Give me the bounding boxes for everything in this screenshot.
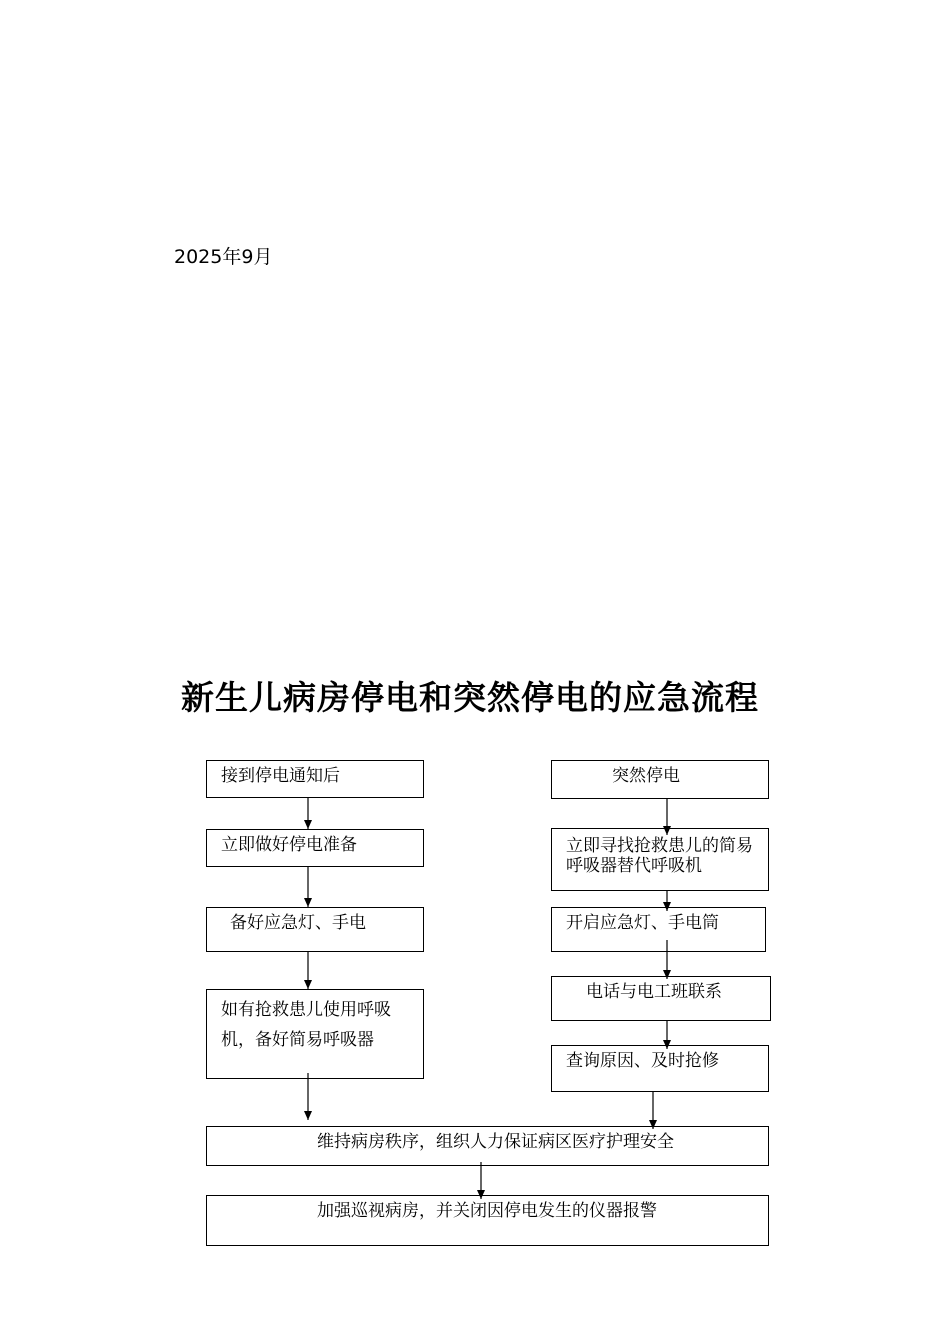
step-label: 立即寻找抢救患儿的简易呼吸器替代呼吸机 bbox=[566, 836, 753, 876]
step-label: 备好应急灯、手电 bbox=[230, 913, 366, 933]
step-label: 接到停电通知后 bbox=[221, 766, 340, 786]
page-title: 新生儿病房停电和突然停电的应急流程 bbox=[181, 678, 759, 717]
step-label: 突然停电 bbox=[612, 766, 680, 786]
step-label: 立即做好停电准备 bbox=[221, 835, 357, 855]
document-date: 2025年9月 bbox=[174, 246, 273, 268]
step-label: 加强巡视病房，并关闭因停电发生的仪器报警 bbox=[317, 1201, 657, 1221]
step-label: 维持病房秩序，组织人力保证病区医疗护理安全 bbox=[317, 1132, 674, 1152]
step-label: 电话与电工班联系 bbox=[586, 982, 722, 1002]
step-label: 如有抢救患儿使用呼吸机，备好简易呼吸器 bbox=[221, 1000, 391, 1050]
step-label: 开启应急灯、手电筒 bbox=[566, 913, 719, 933]
step-label: 查询原因、及时抢修 bbox=[566, 1051, 719, 1071]
